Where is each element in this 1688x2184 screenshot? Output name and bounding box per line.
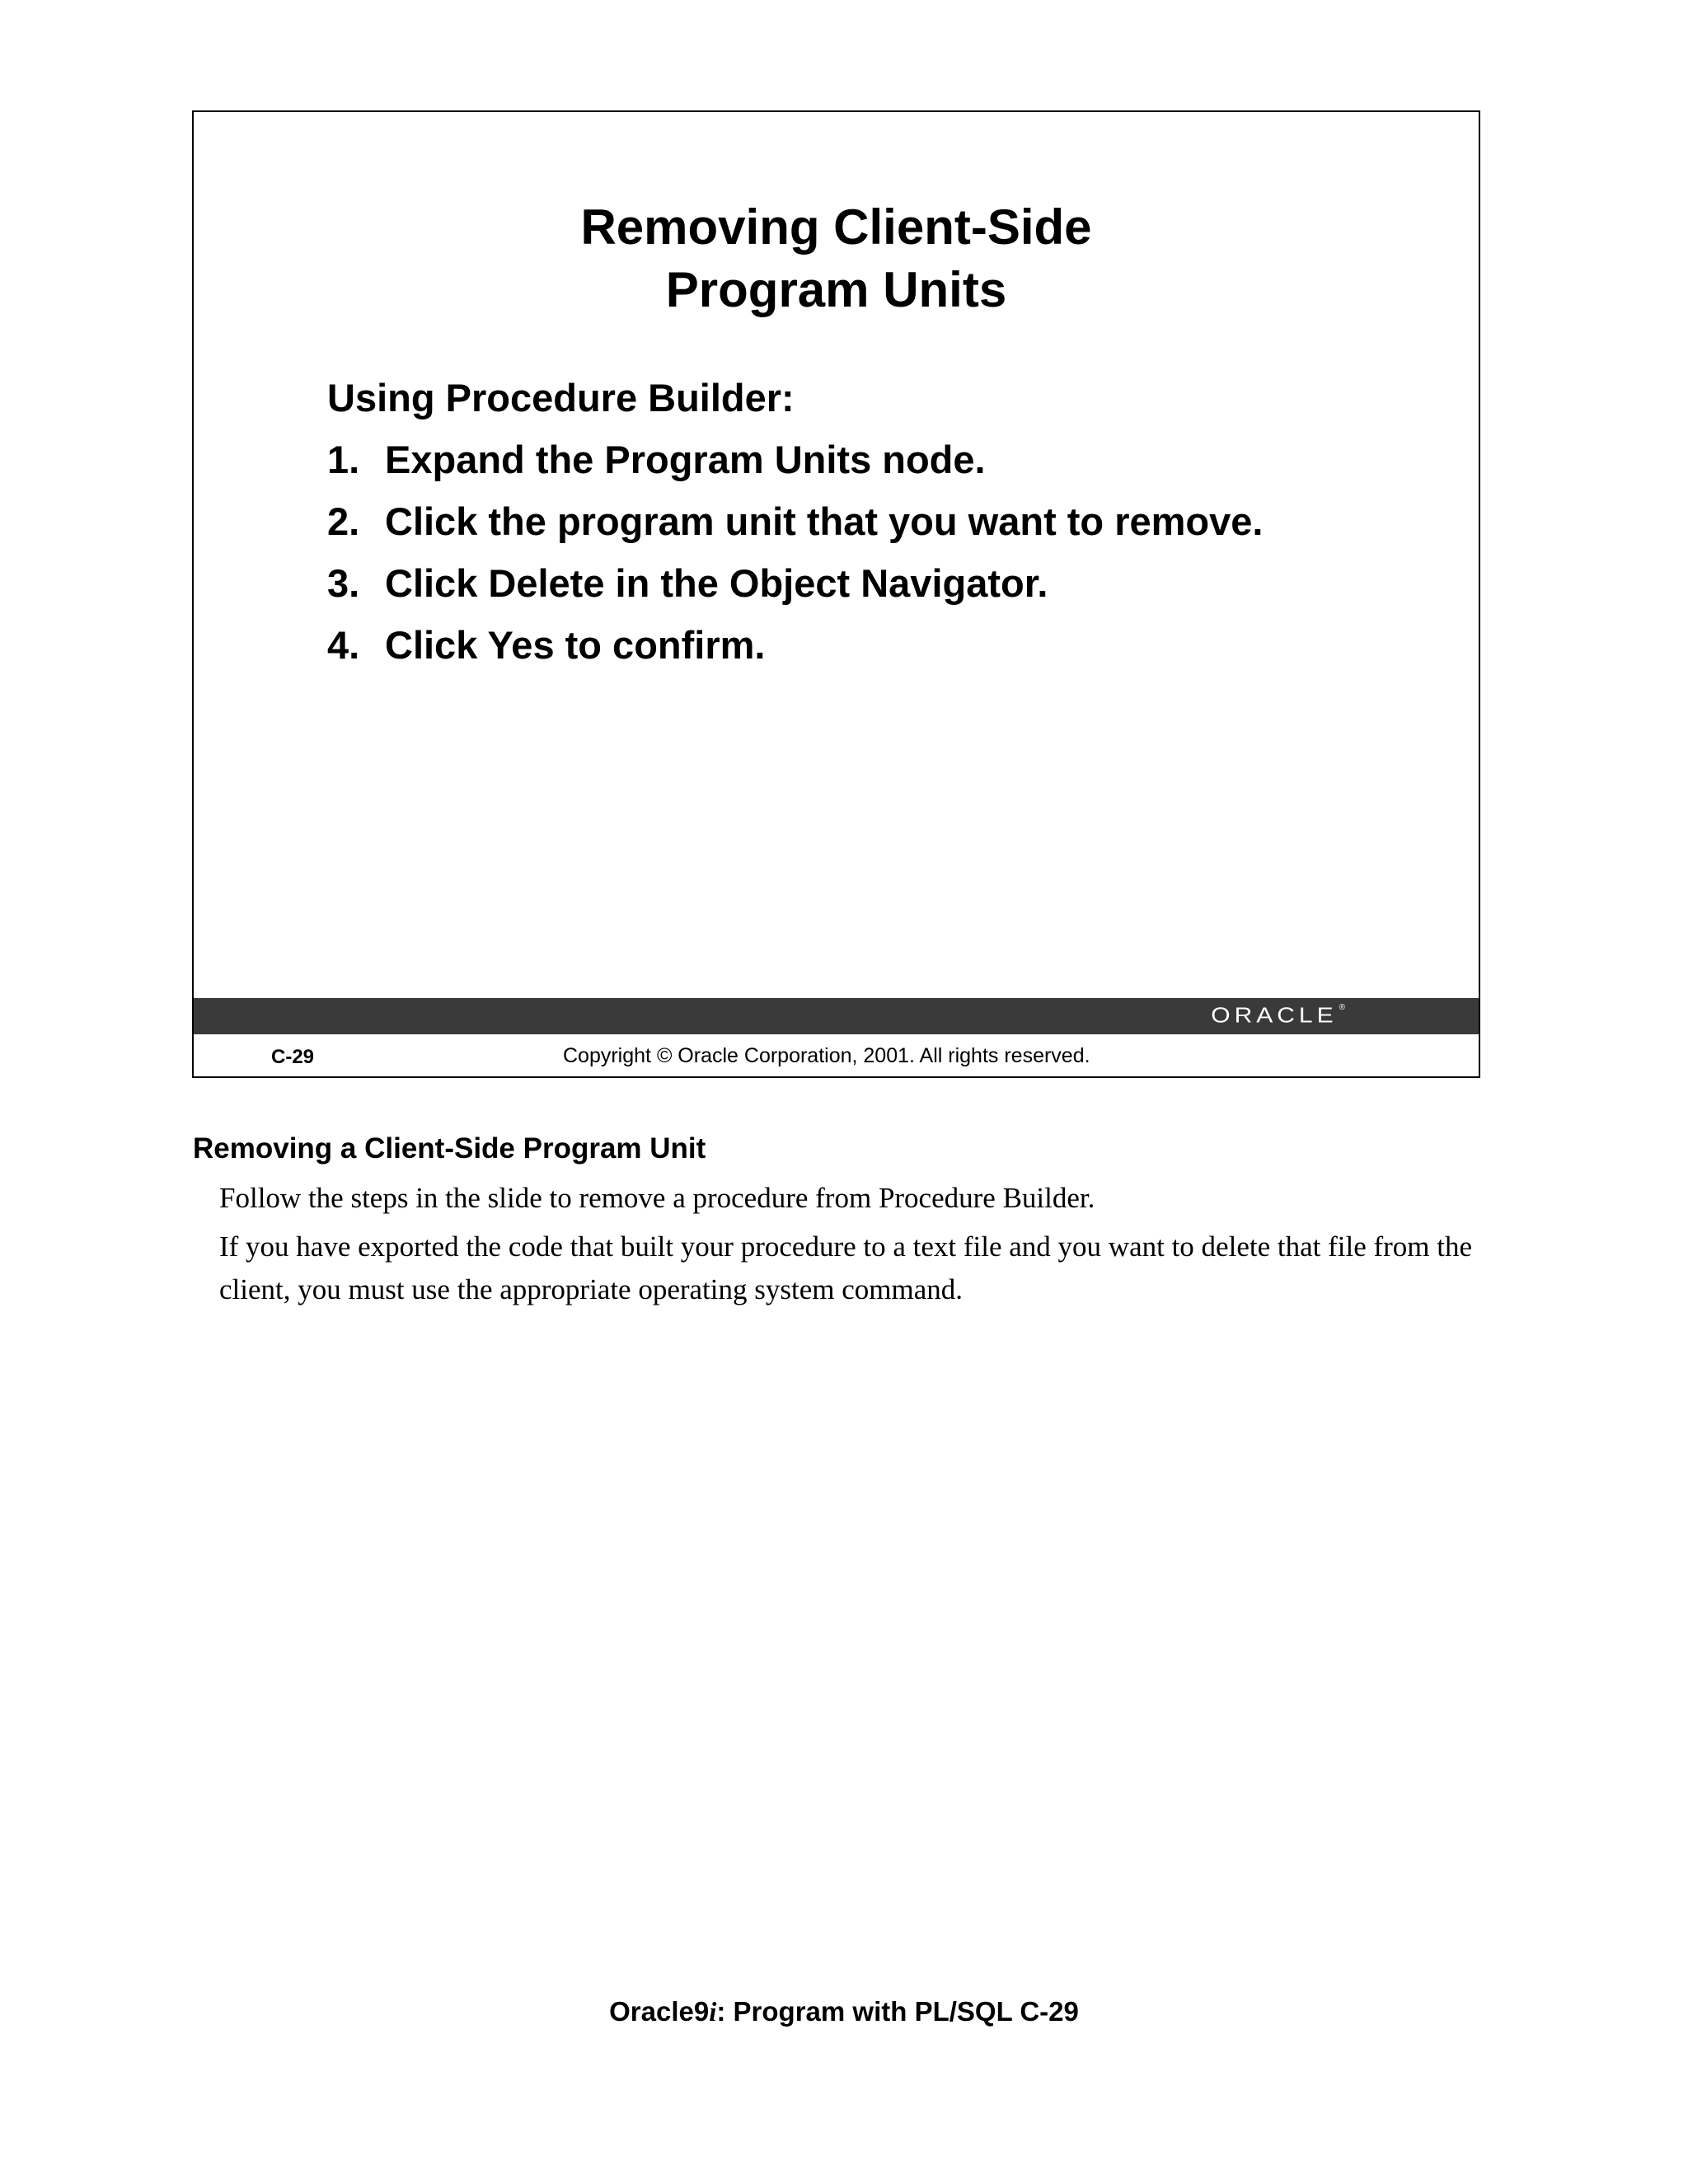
step-number: 2. [327,499,360,543]
trademark-icon: ® [1339,1003,1345,1012]
step-number: 4. [327,623,360,667]
page-footer [0,1996,1688,2028]
step-item [327,552,1399,614]
step-number: 1. [327,438,360,481]
slide-number: C-29 [271,1046,315,1068]
page-footer-prefix: Oracle9 [609,1996,710,2027]
step-item [327,429,1399,490]
slide-footer-bar [194,998,1479,1034]
steps-list [327,429,1399,676]
step-item [327,490,1399,552]
oracle-logo [1211,1003,1345,1029]
step-text: Click Yes to confirm. [385,623,766,667]
notes-paragraph: If you have exported the code that built your procedure to a text file and you want to delete that file from the client, you must use the appropriate operating system command. [219,1230,1473,1305]
slide-title-line-1: Removing Client-Side [580,199,1092,255]
page-footer-suffix: : Program with PL/SQL C-29 [716,1996,1079,2027]
page-footer-italic: i [709,1998,717,2027]
slide-subtitle: Using Procedure Builder: [327,376,795,419]
step-item [327,614,1399,676]
notes-paragraph: Follow the steps in the slide to remove a procedure from Procedure Builder. [219,1182,1095,1214]
slide-title [194,196,1479,321]
slide-frame [192,110,1480,1078]
slide-title-line-2: Program Units [665,262,1007,317]
step-text: Expand the Program Units node. [385,438,986,481]
step-number: 3. [327,561,360,605]
step-text: Click Delete in the Object Navigator. [385,561,1048,605]
slide-copyright: Copyright © Oracle Corporation, 2001. All rights reserved. [563,1044,1090,1067]
slide-footer [194,1034,1479,1078]
slide-body [327,368,1399,676]
step-text: Click the program unit that you want to remove. [385,499,1264,543]
oracle-logo-text: ORACLE [1211,1004,1338,1028]
notes-heading: Removing a Client-Side Program Unit [193,1132,706,1165]
